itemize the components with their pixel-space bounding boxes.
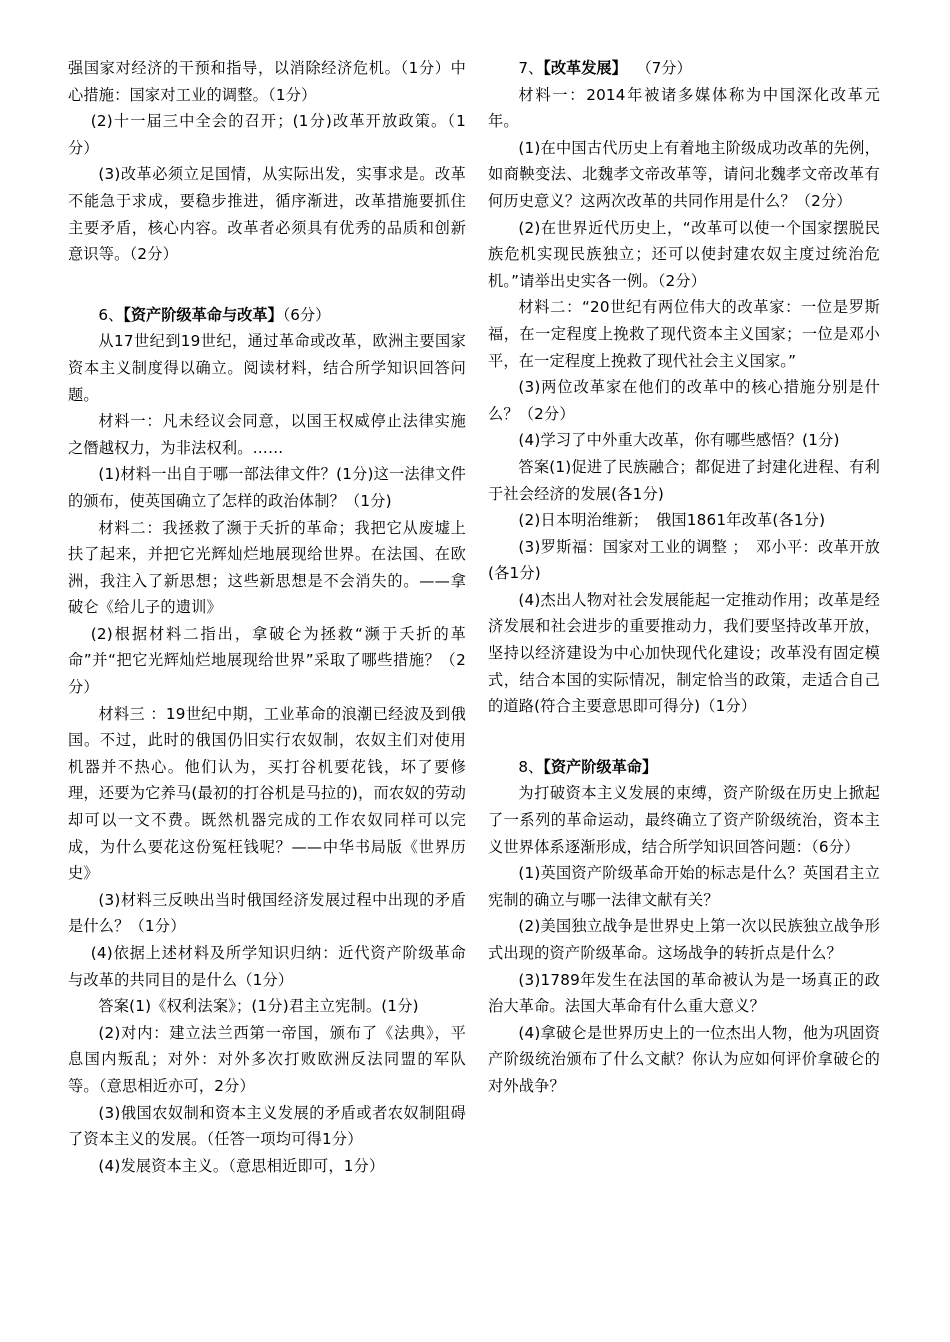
question-7-answer-2: (2)日本明治维新； 俄国1861年改革(各1分): [518, 511, 826, 530]
question-8-sub-4: (4)拿破仑是世界历史上的一位杰出人物，他为巩固资产阶级统治颁布了什么文献？你认为应如何评价拿破仑的对外战争？: [488, 1023, 880, 1095]
right-column: [488, 55, 880, 1100]
question-8-sub-3: (3)1789年发生在法国的革命被认为是一场真正的政治大革命。法国大革命有什么重大意义？: [488, 970, 880, 1016]
question-6-number: 6、: [98, 305, 124, 324]
answer-5-part2: (2)十一届三中全会的召开；(1分)改革开放政策。（1分）: [68, 112, 466, 157]
question-8-sub-2: (2)美国独立战争是世界史上第一次以民族独立战争形式出现的资产阶级革命。这场战争的转折点是什么？: [488, 917, 880, 962]
question-8-title: 【资产阶级革命】: [543, 757, 658, 776]
question-6-answer-2: (2)对内：建立法兰西第一帝国，颁布了《法典》，平息国内叛乱；对外：对外多次打败欧洲反法同盟的军队等。（意思相近亦可，2分）: [68, 1023, 466, 1095]
question-7-title: 【改革发展】: [543, 59, 627, 77]
question-8-sub-1: (1)英国资产阶级革命开始的标志是什么？英国君主立宪制的确立与哪一法律文献有关？: [488, 864, 880, 909]
question-6-title: 【资产阶级革命与改革】: [123, 305, 283, 324]
answer-5-part1: 强国家对经济的干预和指导，以消除经济危机。（1分）中心措施：国家对工业的调整。（1分）: [68, 59, 466, 104]
left-column: [68, 55, 466, 1179]
question-6-answer-4: (4)发展资本主义。（意思相近即可，1分）: [98, 1156, 385, 1175]
question-7-sub-1: (1)在中国古代历史上有着地主阶级成功改革的先例，如商鞅变法、北魏孝文帝改革等，请问北魏孝文帝改革有何历史意义？这两次改革的共同作用是什么？（2分）: [488, 138, 880, 210]
question-7-material-1: 材料一：2014年被诸多媒体称为中国深化改革元年。: [488, 85, 880, 131]
question-6-material-1: 材料一：凡未经议会同意，以国王权威停止法律实施之僭越权力，为非法权利。……: [68, 412, 466, 457]
question-7-answer-4: (4)杰出人物对社会发展能起一定推动作用；改革是经济发展和社会进步的重要推动力，我们要坚持改革开放，坚持以经济建设为中心加快现代化建设；改革没有固定模式，结合本国的实际情况，制定恰当的政策，走适合自己的道路(符合主要意思即可得分)（1分）: [488, 590, 880, 716]
question-6-answer-1: 答案(1)《权利法案》；(1分)君主立宪制。(1分): [98, 997, 419, 1016]
question-7-number: 7、: [518, 59, 544, 77]
question-6-sub-3: (3)材料三反映出当时俄国经济发展过程中出现的矛盾是什么？（1分）: [68, 890, 466, 936]
question-6-sub-2: (2)根据材料二指出，拿破仑为拯救“濒于夭折的革命”并“把它光辉灿烂地展现给世界”采取了哪些措施？（2分）: [68, 624, 466, 697]
question-7-heading: [488, 55, 880, 82]
question-6-heading: [68, 302, 466, 329]
question-6-material-3: 材料三 ：19世纪中期，工业革命的浪潮已经波及到俄国。不过，此时的俄国仍旧实行农奴制，农奴主们对使用机器并不热心。他们认为，买打谷机要花钱，坏了要修理，还要为它养马(最初的打谷机是马拉的)，而农奴的劳动却可以一文不费。既然机器完成的工作农奴同样可以完成，为什么要花这份冤枉钱呢？——中华书局版《世界历史》: [68, 704, 466, 883]
question-6-score: （6分）: [282, 305, 331, 324]
question-7-sub-2: (2)在世界近代历史上，“改革可以使一个国家摆脱民族危机实现民族独立；还可以使封建农奴主度过统治危机。”请举出史实各一例。（2分）: [488, 218, 880, 290]
question-7-material-2: 材料二：“20世纪有两位伟大的改革家：一位是罗斯福，在一定程度上挽救了现代资本主义国家；一位是邓小平，在一定程度上挽救了现代社会主义国家。”: [488, 298, 880, 370]
question-6-sub-4: (4)依据上述材料及所学知识归纳：近代资产阶级革命与改革的共同目的是什么（1分）: [68, 944, 466, 989]
question-6-material-2: 材料二：我拯救了濒于夭折的革命；我把它从废墟上扶了起来，并把它光辉灿烂地展现给世界。在法国、在欧洲，我注入了新思想；这些新思想是不会消失的。——拿破仑《给儿子的遗训》: [68, 518, 466, 617]
question-6-sub-1: (1)材料一出自于哪一部法律文件？(1分)这一法律文件的颁布，使英国确立了怎样的政治体制？（1分): [68, 465, 466, 510]
answer-5-part3: (3)改革必须立足国情，从实际出发，实事求是。改革不能急于求成，要稳步推进，循序渐进，改革措施要抓住主要矛盾，核心内容。改革者必须具有优秀的品质和创新意识等。（2分）: [68, 165, 466, 264]
question-8-number: 8、: [518, 757, 544, 776]
question-7-answer-1: 答案(1)促进了民族融合；都促进了封建化进程、有利于社会经济的发展(各1分): [488, 457, 880, 503]
question-6-answer-3: (3)俄国农奴制和资本主义发展的矛盾或者农奴制阻碍了资本主义的发展。（任答一项均可得1分）: [68, 1103, 466, 1149]
question-6-intro: 从17世纪到19世纪，通过革命或改革，欧洲主要国家资本主义制度得以确立。阅读材料，结合所学知识回答问题。: [68, 332, 466, 404]
question-7-score: （7分）: [636, 59, 692, 77]
question-8-intro: 为打破资本主义发展的束缚，资产阶级在历史上掀起了一系列的革命运动，最终确立了资产阶级统治，资本主义世界体系逐渐形成，结合所学知识回答问题：（6分）: [488, 784, 880, 856]
question-7-answer-3: (3)罗斯福：国家对工业的调整 ； 邓小平：改革开放(各1分): [488, 537, 880, 583]
question-7-sub-3: (3)两位改革家在他们的改革中的核心措施分别是什么？（2分）: [488, 378, 880, 423]
question-8-heading: [488, 754, 880, 781]
question-7-sub-4: (4)学习了中外重大改革，你有哪些感悟？(1分): [518, 431, 840, 450]
